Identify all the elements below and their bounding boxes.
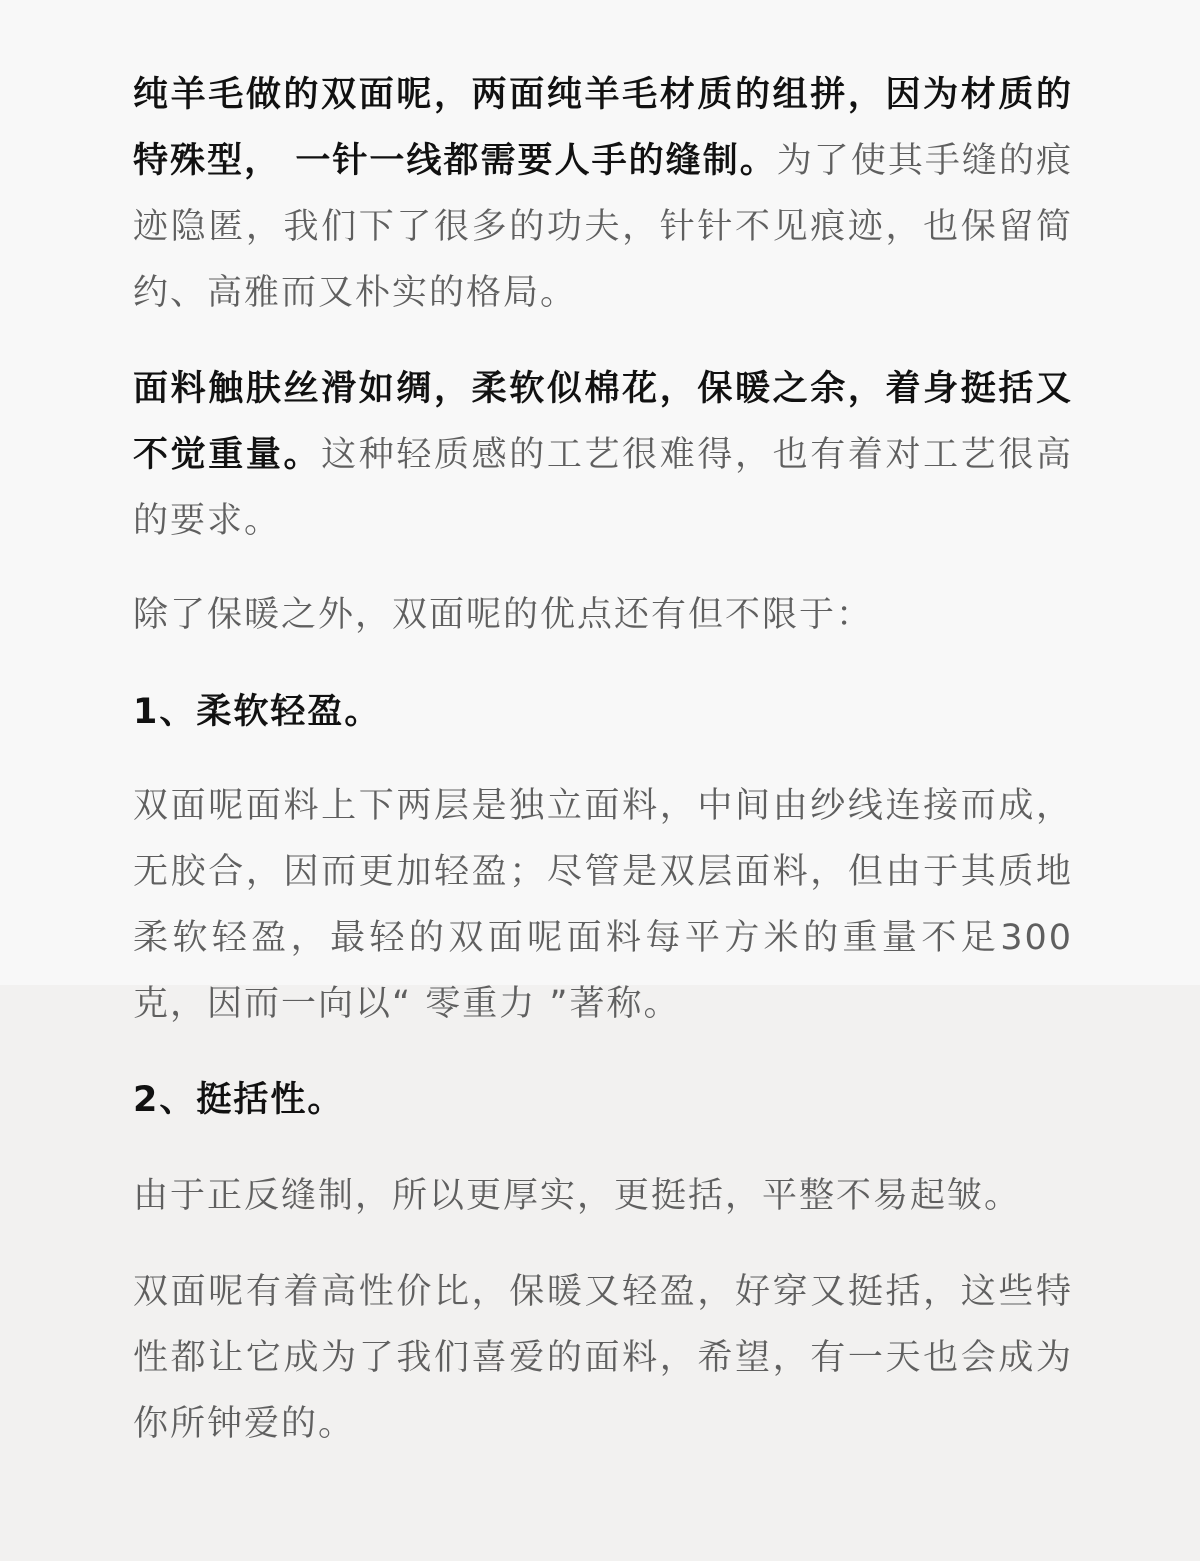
section-heading-soft-light: 1、柔软轻盈。: [133, 692, 382, 732]
paragraph-advantages-intro: 除了保暖之外，双面呢的优点还有但不限于：: [133, 595, 874, 635]
paragraph-crispness: 由于正反缝制，所以更厚实，更挺括，平整不易起皱。: [133, 1176, 1022, 1216]
paragraph-bold-lead: 面料触肤丝滑如绸，柔软似棉花，保暖之余，着身挺括又不觉重量。: [133, 369, 1073, 475]
section-heading-crispness: 2、挺括性。: [133, 1080, 345, 1120]
paragraph-fabric-feel: [133, 356, 1073, 554]
paragraph-text: 为了使其手缝的痕迹隐匿，我们下了很多的功夫，针针不见痕迹，也保留简约、高雅而又朴实的格局。: [133, 141, 1073, 313]
paragraph-text: 这种轻质感的工艺很难得，也有着对工艺很高的要求。: [133, 435, 1073, 541]
paragraph-soft-light: 双面呢面料上下两层是独立面料，中间由纱线连接而成，无胶合，因而更加轻盈；尽管是双层面料，但由于其质地柔软轻盈，最轻的双面呢面料每平方米的重量不足300 克，因而一向以“ 零重力 ”著称。: [133, 786, 1073, 1024]
paragraph-conclusion: 双面呢有着高性价比，保暖又轻盈，好穿又挺括，这些特性都让它成为了我们喜爱的面料，希望，有一天也会成为你所钟爱的。: [133, 1272, 1073, 1444]
paragraph-bold-lead: 纯羊毛做的双面呢，两面纯羊毛材质的组拼，因为材质的特殊型， 一针一线都需要人手的缝制。: [133, 75, 1073, 181]
paragraph-wool-construction: [133, 62, 1073, 326]
